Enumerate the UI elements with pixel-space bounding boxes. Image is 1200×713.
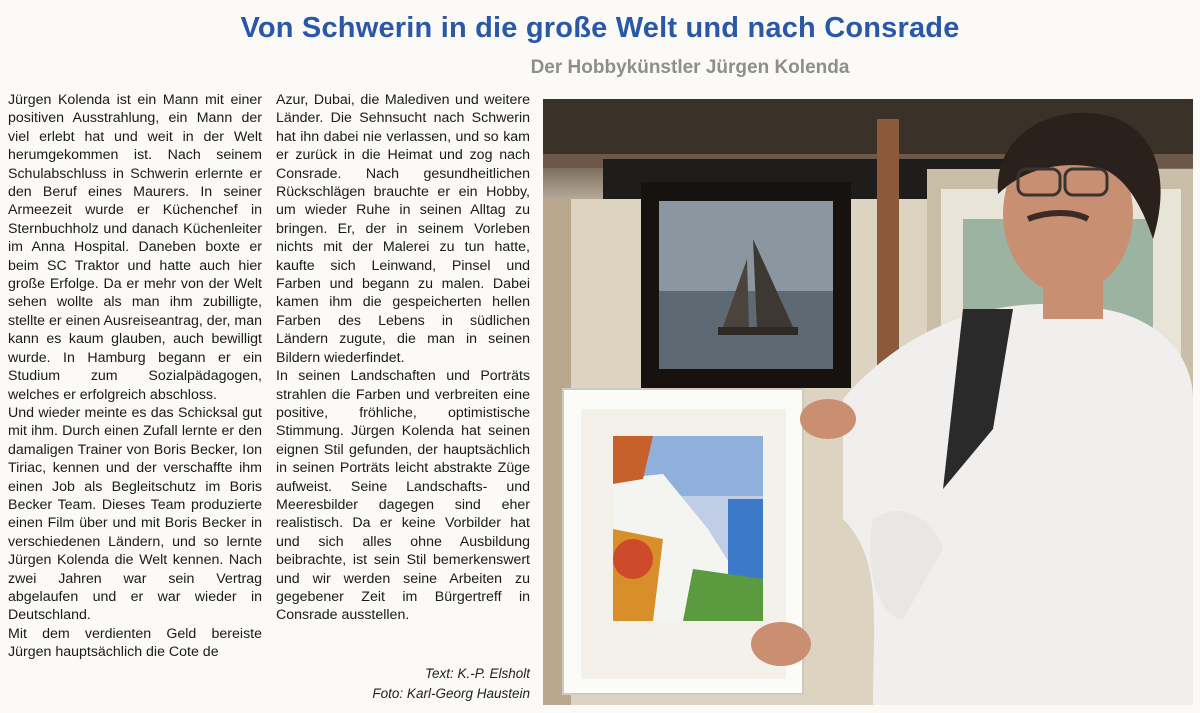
paragraph: Und wieder meinte es das Schicksal gut mit ihm. Durch einen Zufall lernte er den damaligen Trainer von Boris Becker, Ion Tiriac, kennen und der verschaffte ihm einen Job als Begleitschutz im Boris Becker Team. Dieses Team produzierte einen Film über und mit Boris Becker in verschiedenen Ländern, und so lernte Jürgen Kolenda die Welt kennen. Nach zwei Jahren war sein Vertrag abgelaufen und er war wieder in Deutschland. bbox=[8, 404, 262, 624]
paragraph: Jürgen Kolenda ist ein Mann mit einer positiven Ausstrahlung, ein Mann der viel erlebt hat und weit in der Welt herumgekommen ist. Nach seinem Schulabschluss in Schwerin erlernte er den Beruf eines Maurers. In seiner Armeezeit wurde er Küchenchef in Sternbuchholz und danach Küchenleiter im Anna Hospital. Daneben boxte er beim SC Traktor und hatte auch hier große Erfolge. Da er mehr von der Welt sehen wollte als man ihm zubilligte, stellte er einen Ausreiseantrag, der, man kann es kaum glauben, auch bewilligt wurde. In Hamburg begann er ein Studium zum Sozialpädagogen, welches er erfolgreich abschloss. bbox=[8, 92, 262, 403]
text-credit: Text: K.-P. Elsholt bbox=[424, 666, 530, 681]
article-column-2 bbox=[276, 91, 530, 625]
article-column-1 bbox=[8, 91, 262, 662]
paragraph: Mit dem verdienten Geld bereiste Jürgen hauptsächlich die Cote de bbox=[8, 625, 262, 661]
page-subtitle: Der Hobbykünstler Jürgen Kolenda bbox=[530, 57, 850, 78]
paragraph: Azur, Dubai, die Malediven und weitere Länder. Die Sehnsucht nach Schwerin hat ihn dabei nie verlassen, und so kam er zurück in die Heimat und zog nach Consrade. Nach gesundheitlichen Rückschlägen brauchte er ein Hobby, um wieder Ruhe in seinen Alltag zu bringen. Er, der in seinem Vorleben nichts mit der Malerei zu tun hatte, kaufte sich Leinwand, Pinsel und Farben und begann zu malen. Dabei kamen ihm die gespeicherten hellen Farben des Lebens in südlichen Ländern zugute, die man in seinen Bildern wiederfindet. bbox=[276, 92, 530, 366]
artist-with-painting-illustration bbox=[543, 99, 1193, 705]
paragraph: In seinen Landschaften und Porträts strahlen die Farben und verbreiten eine positive, fröhliche, optimistische Stimmung. Jürgen Kolenda hat seinen eignen Stil gefunden, der hauptsächlich in seinen Porträts leicht abstrakte Züge aufweist. Seine Landschafts- und Meeresbilder dagegen sind eher realistisch. Da er keine Vorbilder hat und sich alles ohne Ausbildung beibrachte, ist sein Stil bemerkenswert und wir werden seine Arbeiten zu gegebener Zeit im Bürgertreff in Consrade ausstellen. bbox=[276, 368, 530, 624]
photo-credit: Foto: Karl-Georg Haustein bbox=[372, 686, 530, 701]
page-title: Von Schwerin in die große Welt und nach Consrade bbox=[240, 12, 960, 44]
article-photo bbox=[543, 99, 1193, 705]
